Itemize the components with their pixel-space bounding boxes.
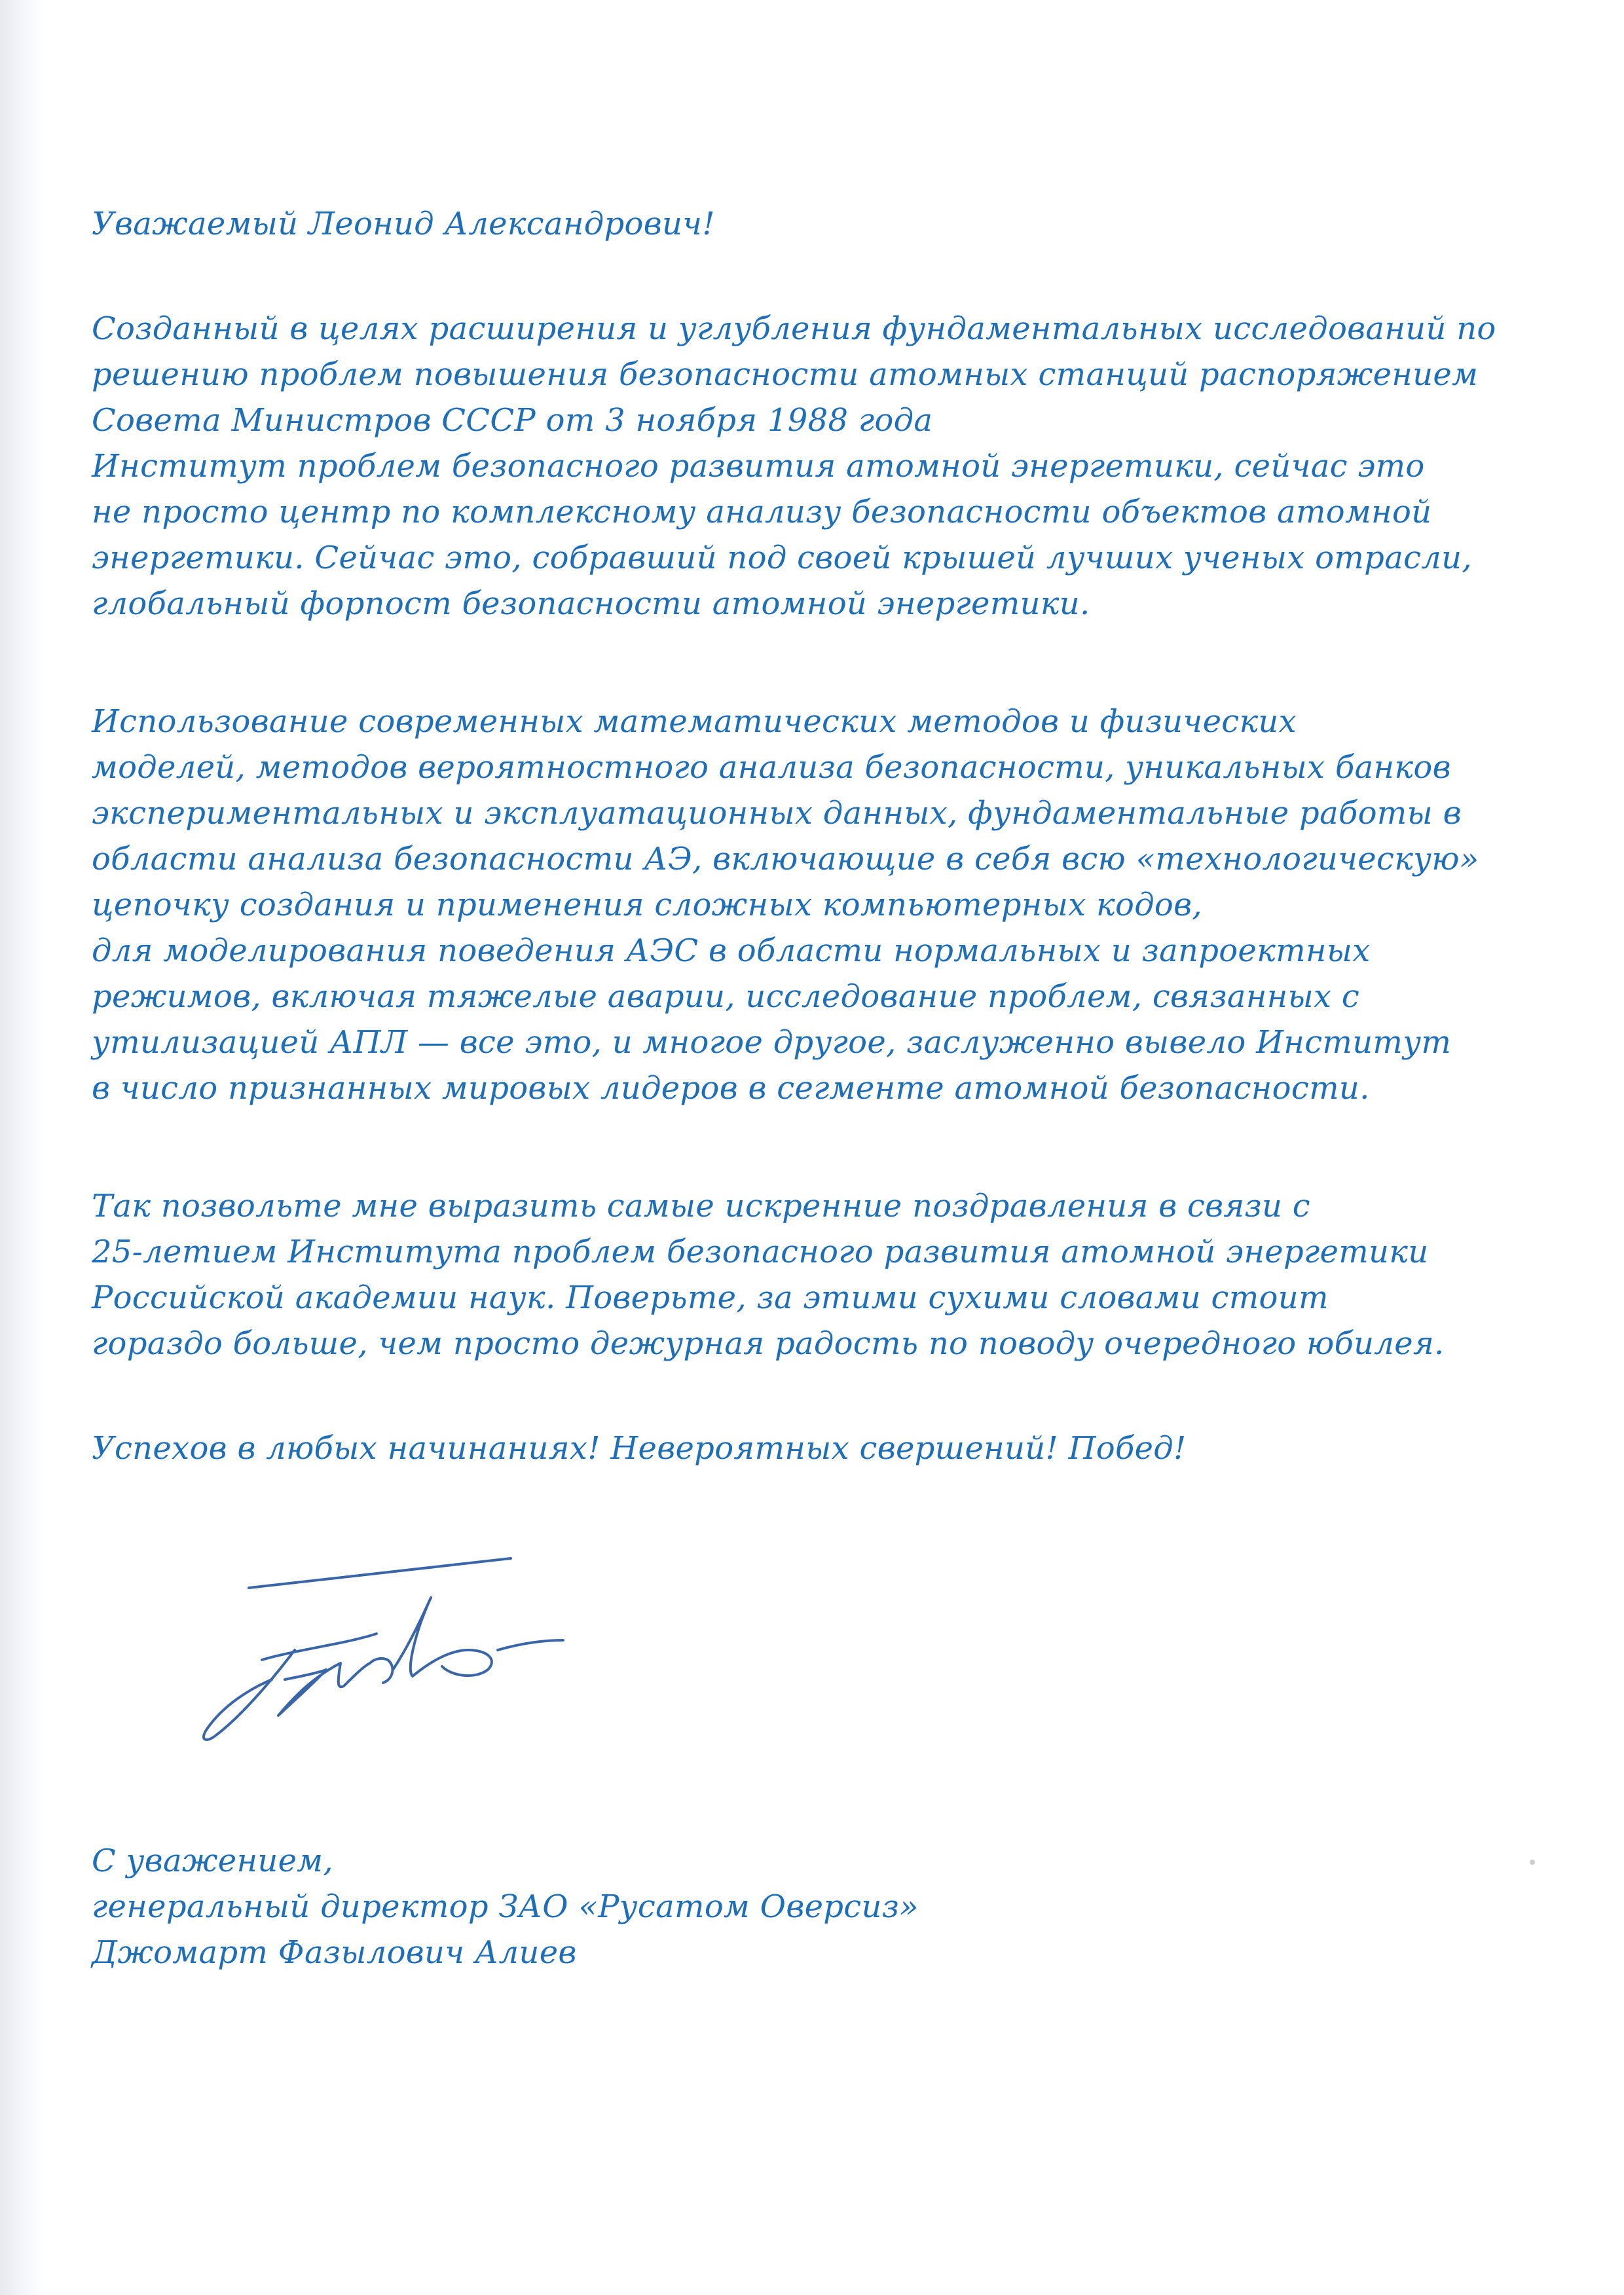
- paragraph-line: 25-летием Института проблем безопасного развития атомной энергетики: [92, 1234, 1429, 1270]
- paragraph-line: Совета Министров СССР от 3 ноября 1988 года: [92, 402, 933, 439]
- paragraph-line: гораздо больше, чем просто дежурная радость по поводу очередного юбилея.: [92, 1325, 1445, 1362]
- letter-body: [92, 0, 1532, 2295]
- closing-line: генеральный директор ЗАО «Русатом Оверсиз»: [92, 1888, 919, 1925]
- page-edge-shadow: [0, 0, 46, 2295]
- paragraph-line: Использование современных математических методов и физических: [92, 703, 1297, 740]
- paragraph-line: Так позвольте мне выразить самые искренние поздравления в связи с: [92, 1188, 1310, 1224]
- paragraph-line: глобальный форпост безопасности атомной энергетики.: [92, 585, 1090, 622]
- paragraph-line: экспериментальных и эксплуатационных данных, фундаментальные работы в: [92, 795, 1462, 832]
- closing-line: С уважением,: [92, 1843, 333, 1879]
- paragraph-line: не просто центр по комплексному анализу безопасности объектов атомной: [92, 494, 1432, 530]
- paragraph-line: утилизацией АПЛ — все это, и многое другое, заслуженно вывело Институт: [92, 1024, 1452, 1061]
- paragraph-line: Успехов в любых начинаниях! Невероятных свершений! Побед!: [92, 1430, 1187, 1467]
- paragraph-line: Российской академии наук. Поверьте, за этими сухими словами стоит: [92, 1279, 1329, 1316]
- paragraph-line: в число признанных мировых лидеров в сегменте атомной безопасности.: [92, 1070, 1370, 1107]
- paragraph-line: области анализа безопасности АЭ, включающие в себя всю «технологическую»: [92, 841, 1479, 877]
- paragraph-line: решению проблем повышения безопасности атомных станций распоряжением: [92, 356, 1479, 393]
- paper-speck: [1530, 1860, 1535, 1865]
- paragraph-line: моделей, методов вероятностного анализа безопасности, уникальных банков: [92, 749, 1451, 786]
- paragraph-line: Созданный в целях расширения и углубления фундаментальных исследований по: [92, 310, 1496, 347]
- paragraph-line: Институт проблем безопасного развития атомной энергетики, сейчас это: [92, 448, 1425, 485]
- salutation: Уважаемый Леонид Александрович!: [92, 206, 715, 242]
- paragraph-line: режимов, включая тяжелые аварии, исследование проблем, связанных с: [92, 978, 1360, 1015]
- paragraph-line: энергетики. Сейчас это, собравший под своей крышей лучших ученых отрасли,: [92, 540, 1472, 576]
- closing-line: Джомарт Фазылович Алиев: [92, 1934, 577, 1971]
- paragraph-line: для моделирования поведения АЭС в области нормальных и запроектных: [92, 932, 1371, 969]
- signature: [144, 1519, 799, 1781]
- paragraph-line: цепочку создания и применения сложных компьютерных кодов,: [92, 887, 1202, 923]
